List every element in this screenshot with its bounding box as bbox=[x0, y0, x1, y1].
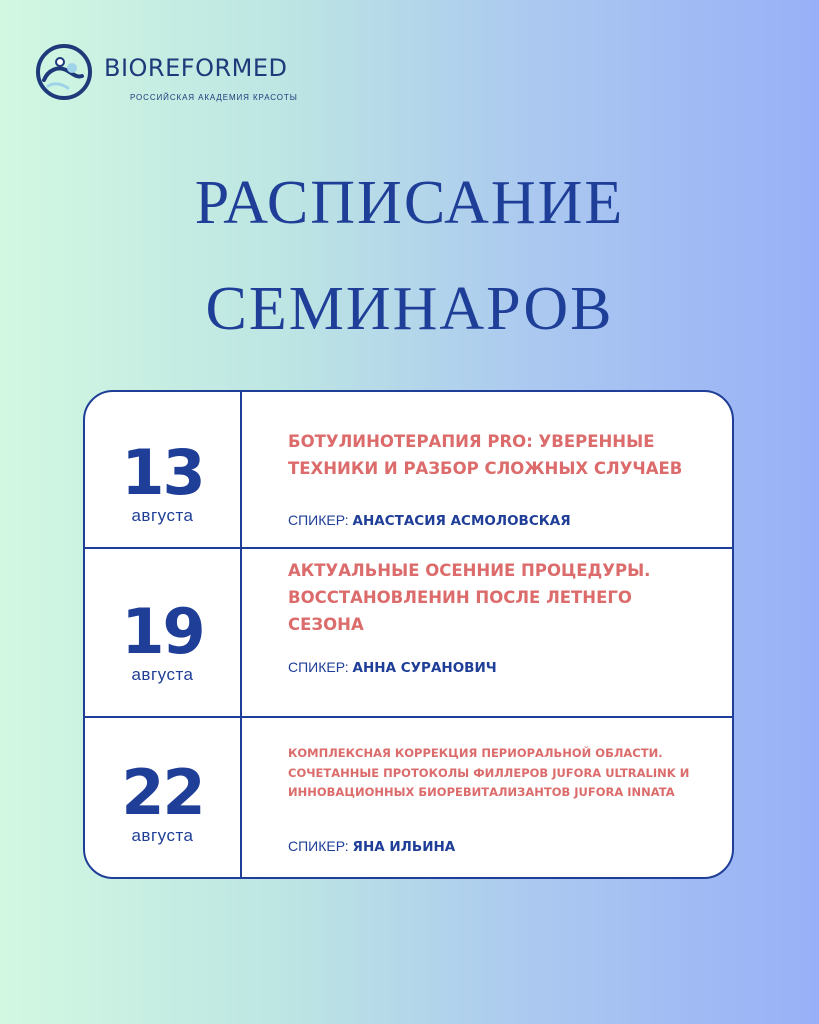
seminar-month: августа bbox=[131, 506, 194, 525]
brand-tagline: РОССИЙСКАЯ АКАДЕМИЯ КРАСОТЫ bbox=[130, 93, 298, 102]
brand-logo bbox=[34, 42, 334, 112]
seminar-month: августа bbox=[131, 665, 194, 684]
seminar-schedule-table bbox=[83, 390, 734, 879]
seminar-title: АКТУАЛЬНЫЕ ОСЕННИЕ ПРОЦЕДУРЫ. ВОССТАНОВЛЕНИН ПОСЛЕ ЛЕТНЕГО СЕЗОНА bbox=[288, 561, 651, 634]
seminar-month: августа bbox=[131, 826, 194, 845]
page-title-line-2: СЕМИНАРОВ bbox=[205, 275, 614, 343]
seminar-speaker bbox=[288, 512, 571, 529]
seminar-date bbox=[85, 595, 240, 685]
seminar-title: КОМПЛЕКСНАЯ КОРРЕКЦИЯ ПЕРИОРАЛЬНОЙ ОБЛАСТИ. СОЧЕТАННЫЕ ПРОТОКОЛЫ ФИЛЛЕРОВ JUFORA ULTRALINK И ИННОВАЦИОННЫХ БИОРЕВИТАЛИЗАНТОВ JUFORA INNATA bbox=[288, 746, 690, 799]
seminar-row bbox=[85, 392, 732, 547]
speaker-label: СПИКЕР: bbox=[288, 512, 353, 528]
seminar-row bbox=[85, 718, 732, 879]
page-title-line-1: РАСПИСАНИЕ bbox=[194, 169, 625, 237]
circle-logo-icon bbox=[34, 42, 94, 102]
seminar-title: БОТУЛИНОТЕРАПИЯ PRO: УВЕРЕННЫЕ ТЕХНИКИ И РАЗБОР СЛОЖНЫХ СЛУЧАЕВ bbox=[288, 432, 683, 478]
seminar-date bbox=[85, 756, 240, 846]
seminar-day: 13 bbox=[121, 436, 204, 509]
speaker-label: СПИКЕР: bbox=[288, 838, 353, 854]
seminar-date bbox=[85, 436, 240, 526]
brand-name: BIOREFORMED bbox=[104, 54, 288, 82]
speaker-label: СПИКЕР: bbox=[288, 659, 353, 675]
seminar-day: 19 bbox=[121, 595, 204, 668]
speaker-name: АННА СУРАНОВИЧ bbox=[352, 660, 497, 676]
seminar-speaker bbox=[288, 659, 497, 676]
seminar-row bbox=[85, 549, 732, 716]
seminar-speaker bbox=[288, 838, 455, 855]
speaker-name: ЯНА ИЛЬИНА bbox=[352, 839, 456, 855]
seminar-day: 22 bbox=[121, 756, 204, 829]
speaker-name: АНАСТАСИЯ АСМОЛОВСКАЯ bbox=[352, 513, 571, 529]
